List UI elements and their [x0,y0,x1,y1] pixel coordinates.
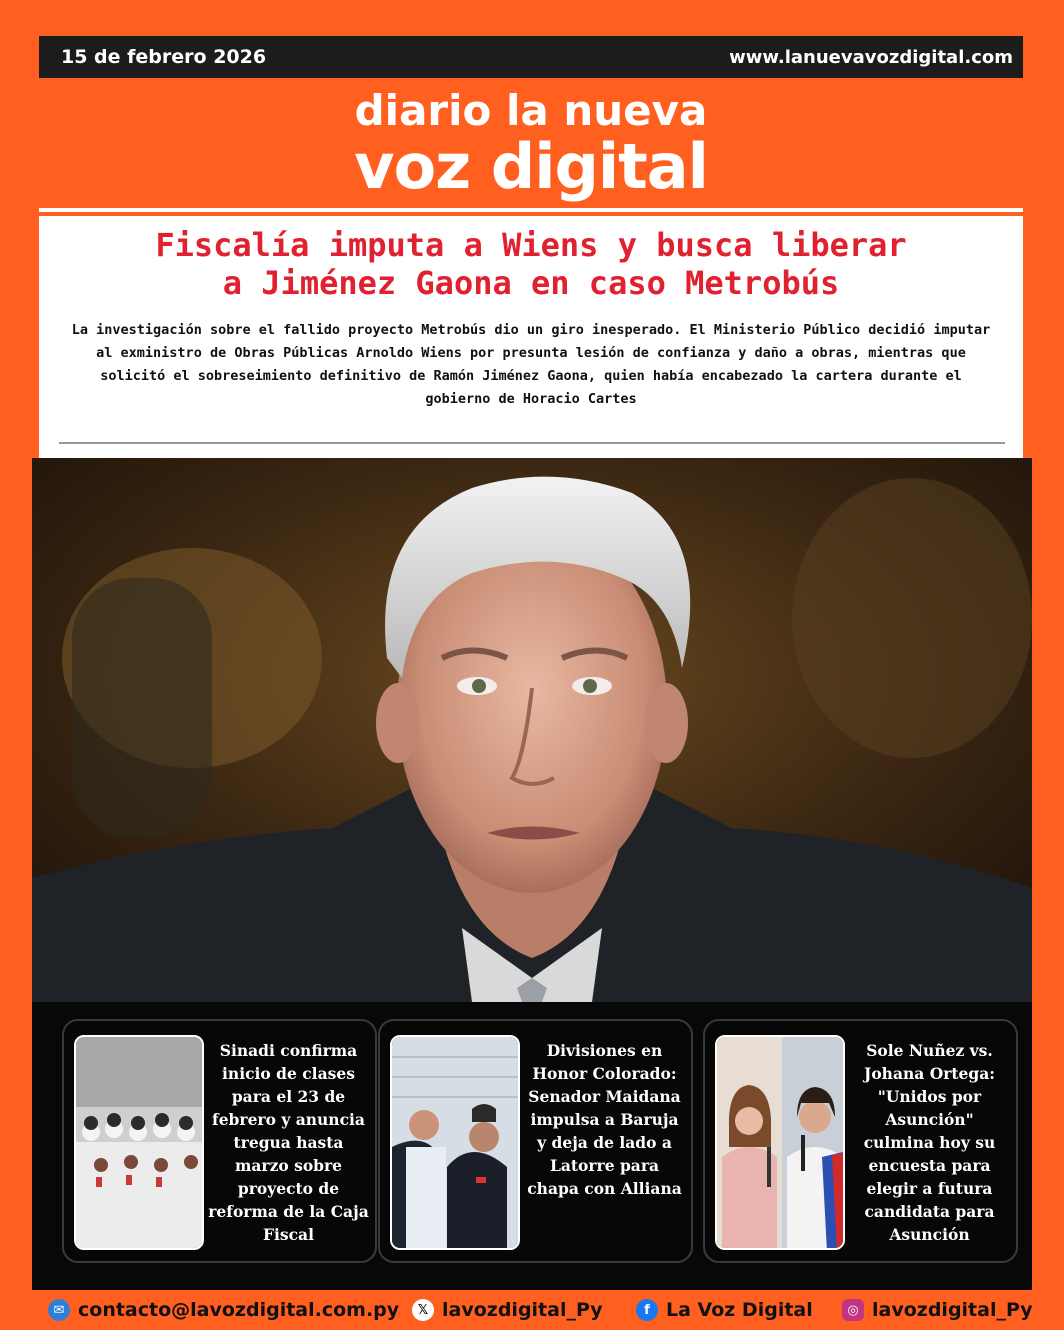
main-photo[interactable] [32,458,1032,1002]
story-thumbnail [74,1035,204,1250]
footer [0,1290,1064,1330]
masthead-line-2: voz digital [354,130,708,203]
lead-line-1: La investigación sobre el fallido proyecto Metrobús dio un giro inesperado. El Ministerio Público decidió imputar [71,322,991,338]
website-link[interactable]: www.lanuevavozdigital.com [729,46,1013,68]
masthead-line-1: diario la nueva [354,86,708,135]
email-icon: ✉ [48,1299,70,1321]
issue-date: 15 de febrero 2026 [61,46,267,68]
footer-instagram[interactable] [842,1290,1033,1330]
story-card[interactable] [378,1019,693,1263]
footer-email[interactable] [48,1290,399,1330]
story-title: Divisiones en Honor Colorado: Senador Maidana impulsa a Baruja y deja de lado a Latorre para chapa con Alliana [527,1041,682,1198]
story-title: Sinadi confirma inicio de clases para el 23 de febrero y anuncia tregua hasta marzo sobre proyecto de reforma de la Caja Fiscal [208,1041,369,1244]
footer-x-text: lavozdigital_Py [442,1299,603,1321]
top-bar [39,36,1023,78]
footer-facebook-text: La Voz Digital [666,1299,813,1321]
divider [59,442,1005,444]
headline-line-2: a Jiménez Gaona en caso Metrobús [222,264,840,302]
story-card[interactable] [62,1019,377,1263]
portrait-illustration [32,458,1032,1002]
lead-line-4: gobierno de Horacio Cartes [425,391,637,407]
lead-line-2: al exministro de Obras Públicas Arnoldo Wiens por presunta lesión de confianza y daño a obras, mientras que [96,345,966,361]
footer-x[interactable] [412,1290,603,1330]
story-title: Sole Nuñez vs. Johana Ortega: "Unidos por Asunción" culmina hoy su encuesta para elegir a futura candidata para Asunción [863,1041,996,1244]
facebook-icon: f [636,1299,658,1321]
masthead [39,78,1023,212]
related-stories [32,1002,1032,1290]
footer-facebook[interactable] [636,1290,813,1330]
story-card[interactable] [703,1019,1018,1263]
headline[interactable] [39,226,1023,302]
headline-line-1: Fiscalía imputa a Wiens y busca liberar [155,226,907,264]
footer-instagram-text: lavozdigital_Py [872,1299,1033,1321]
main-story [39,216,1023,458]
lead-paragraph [47,319,1015,411]
x-logo-icon: 𝕏 [412,1299,434,1321]
story-thumbnail [390,1035,520,1250]
story-thumbnail [715,1035,845,1250]
footer-email-text: contacto@lavozdigital.com.py [78,1299,400,1321]
instagram-icon: ◎ [842,1299,864,1321]
lead-line-3: solicitó el sobreseimiento definitivo de Ramón Jiménez Gaona, quien había encabezado la cartera durante el [100,368,962,384]
